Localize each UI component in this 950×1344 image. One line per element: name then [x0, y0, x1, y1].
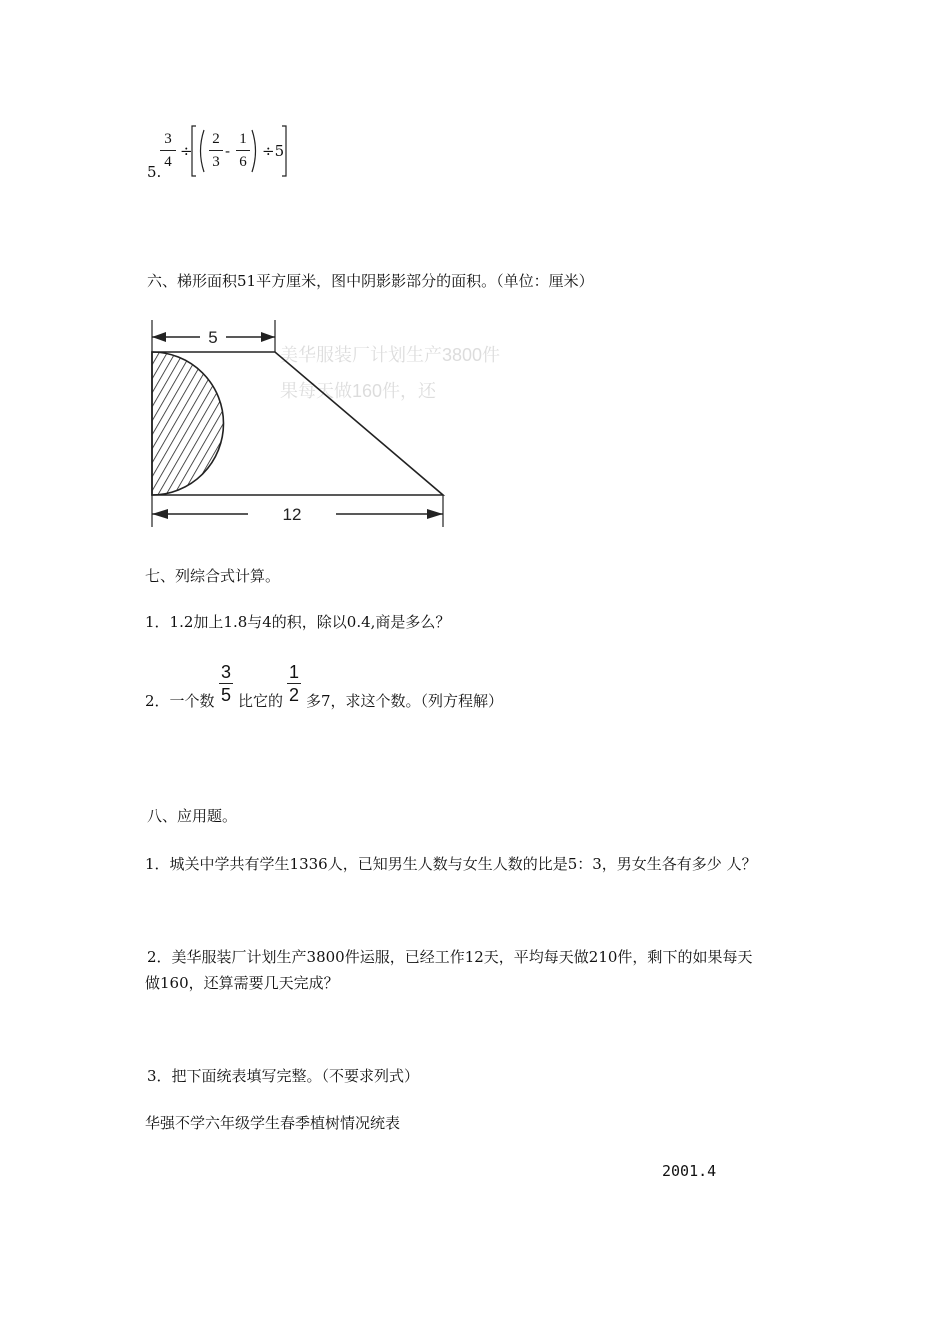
top-dimension-label: 5: [208, 328, 218, 347]
trapezoid-figure: [140, 315, 501, 535]
section-8-q2-line1: 2．美华服装厂计划生产3800件运服，已经工作12天，平均每天做210件，剩下的如果每天: [147, 948, 753, 966]
section-8-q1: 1．城关中学共有学生1336人，已知男生人数与女生人数的比是5：3，男女生各有多少 人？: [145, 855, 757, 873]
minus-sign: -: [225, 142, 231, 160]
divide-five: ÷5: [262, 142, 285, 160]
divide-sign: ÷: [180, 142, 193, 160]
bottom-dimension-label: 12: [282, 505, 302, 524]
svg-text:美华服装厂计划生产3800件: 美华服装厂计划生产3800件: [280, 345, 501, 365]
section-8-title: 八、应用题。: [147, 807, 238, 825]
svg-text:果每天做160件，还: 果每天做160件，还: [280, 381, 437, 401]
watermark-text: [280, 345, 500, 401]
fraction-3-4: 3 4: [160, 130, 176, 171]
problem-5-number: 5.: [147, 163, 162, 181]
section-8-q2-line2: 做160，还算需要几天完成？: [145, 974, 339, 992]
fraction-3-5: 3 5: [220, 662, 231, 705]
table-title: 华强不学六年级学生春季植树情况统表: [145, 1114, 401, 1132]
section-6-title: 六、梯形面积51平方厘米，图中阴影影部分的面积。（单位：厘米）: [147, 272, 594, 290]
fraction-1-2: 1 2: [288, 662, 299, 705]
section-7-q1: 1．1.2加上1.8与4的积，除以0.4,商是多么？: [145, 613, 451, 631]
section-8-q3: 3．把下面统表填写完整。（不要求列式）: [147, 1067, 420, 1085]
table-date: 2001.4: [662, 1162, 717, 1180]
shaded-semicircle: [152, 352, 224, 495]
fraction-2-3: 2 3: [209, 130, 223, 171]
fraction-1-6: 1 6: [236, 130, 250, 171]
section-7-title: 七、列综合式计算。: [145, 567, 281, 585]
